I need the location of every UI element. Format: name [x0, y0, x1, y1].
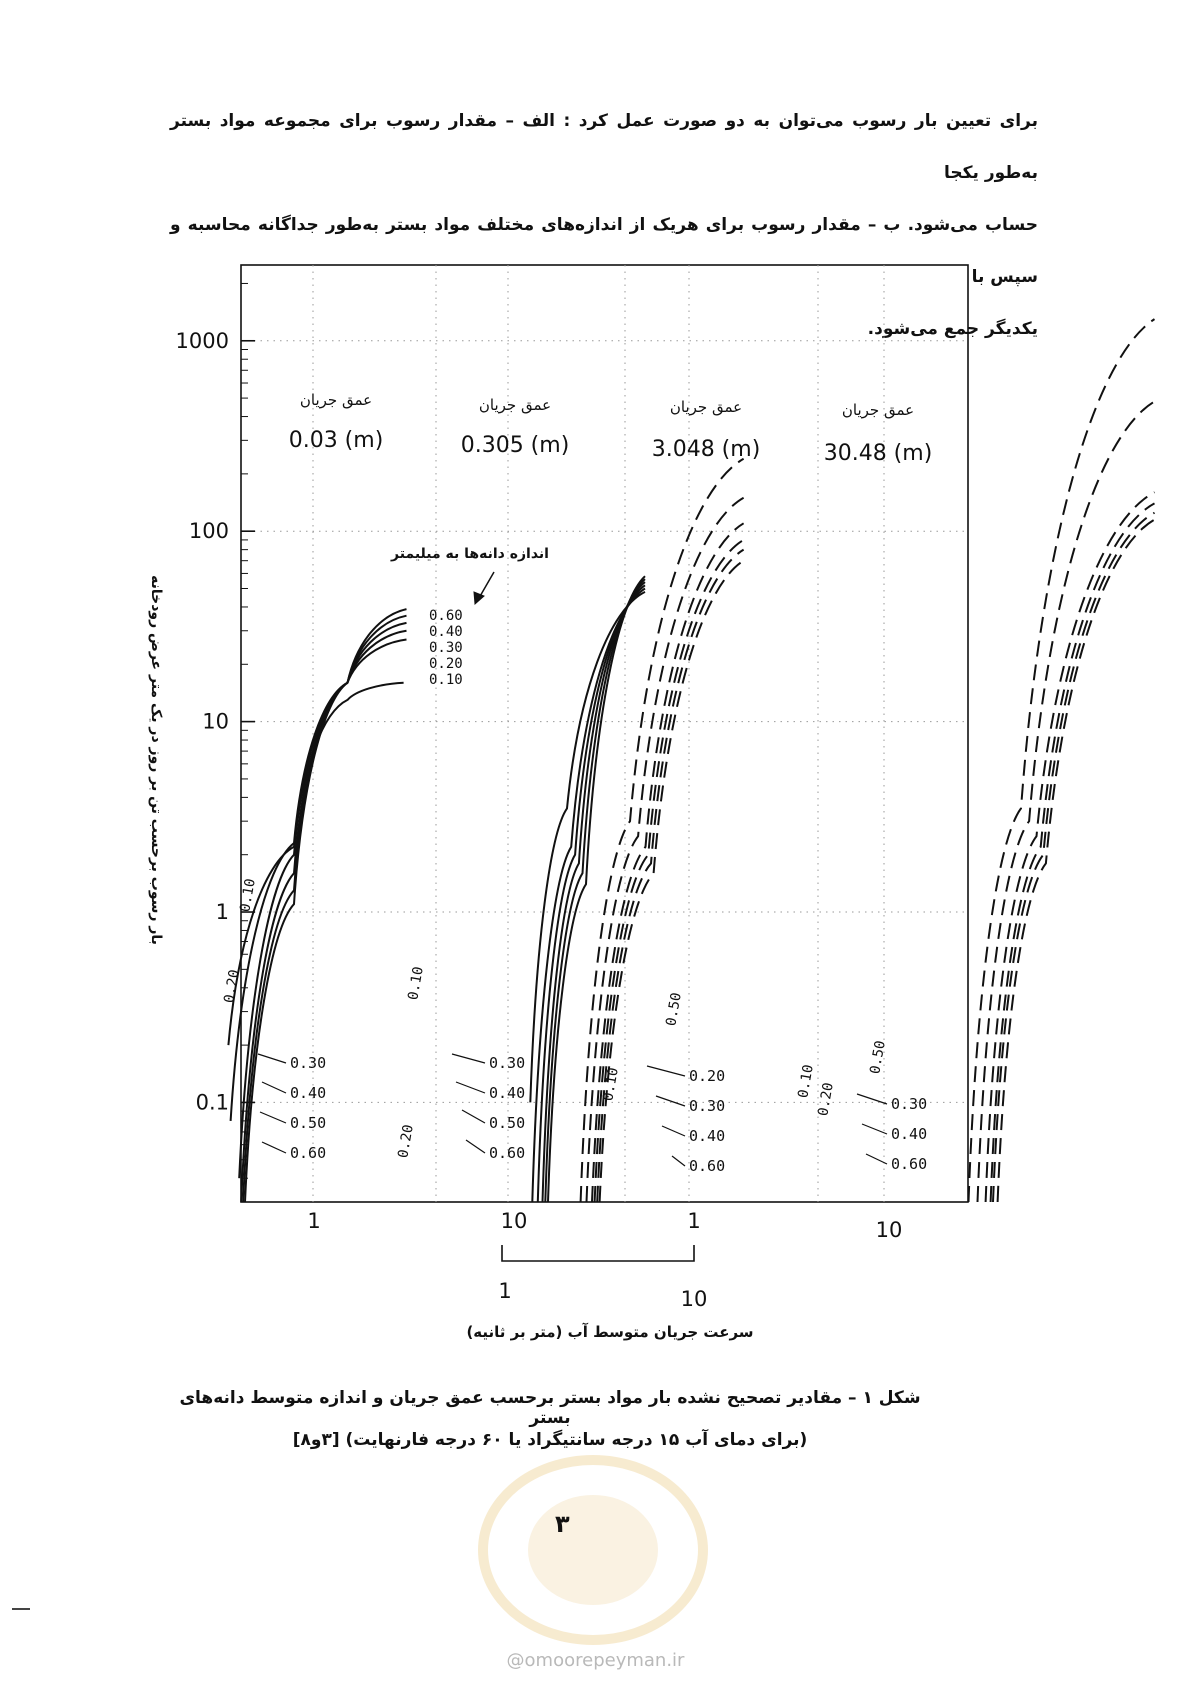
curve-label: 0.60	[891, 1155, 928, 1173]
y-tick-label: 1000	[175, 328, 229, 353]
x-tick-label: 1	[687, 1209, 701, 1233]
figure-caption-conditions: (برای دمای آب ۱۵ درجه سانتیگراد یا ۶۰ درجه فارنهایت) [۳و۸]	[292, 1430, 808, 1450]
y-tick-label: 1	[215, 900, 229, 925]
x-tick-label: 10	[875, 1218, 903, 1242]
curve-label-leader	[258, 1054, 286, 1063]
curve-label: 0.20	[815, 1081, 837, 1118]
curve-30.48m-0.30	[986, 492, 1155, 1202]
curve-label: 0.10	[237, 877, 259, 914]
x-scale-key-label: 10	[680, 1287, 708, 1311]
curve-label-leader	[672, 1156, 685, 1166]
curve-0.305m-0.50	[545, 579, 645, 1202]
paragraph-line: برای تعیین بار رسوب می‌توان به دو صورت عمل کرد : الف – مقدار رسوب برای مجموعه مواد بستر به‌طور یکجا	[170, 111, 1038, 183]
curve-label: 0.40	[489, 1084, 526, 1102]
y-axis-label: بار رسوب برحسب تن بر روز در یک متر عرض رودخانه	[148, 575, 164, 945]
curve-30.48m-0.50	[993, 513, 1155, 1202]
page-number: ۳	[555, 1510, 570, 1538]
curve-label: 0.10	[600, 1066, 622, 1103]
curve-label-leader	[456, 1082, 485, 1093]
curve-label: 0.10	[795, 1063, 817, 1100]
curve-label: 0.30	[489, 1054, 526, 1072]
depth-value: 0.305 (m)	[460, 433, 570, 458]
publisher-stamp-emblem	[528, 1495, 658, 1605]
curve-0.305m-0.60	[548, 576, 645, 1202]
curve-label: 0.10	[429, 672, 463, 688]
y-tick-label: 0.1	[195, 1090, 229, 1115]
curve-label: 0.30	[429, 640, 463, 656]
curve-label: 0.60	[429, 608, 463, 624]
curve-label-leader	[262, 1082, 286, 1093]
curve-label: 0.30	[689, 1097, 726, 1115]
x-tick-label: 1	[307, 1209, 321, 1233]
curve-label: 0.20	[221, 968, 243, 1005]
depth-value: 3.048 (m)	[651, 437, 761, 462]
curve-label: 0.30	[290, 1054, 327, 1072]
curve-label-leader	[862, 1124, 887, 1134]
paragraph-line: یکدیگر جمع می‌شود.	[867, 319, 1038, 339]
curve-label: 0.20	[689, 1067, 726, 1085]
y-tick-label: 10	[202, 709, 229, 734]
curve-label: 0.10	[405, 965, 427, 1002]
depth-value: 30.48 (m)	[823, 441, 933, 466]
x-tick-label: 10	[500, 1209, 528, 1233]
paragraph-line: حساب می‌شود. ب – مقدار رسوب برای هریک از اندازه‌های مختلف مواد بستر به‌طور جداگانه محاسبه و سپس با	[170, 215, 1038, 287]
curve-label: 0.30	[891, 1095, 928, 1113]
x-axis-label: سرعت جریان متوسط آب (متر بر ثانیه)	[466, 1323, 754, 1341]
curve-label: 0.60	[290, 1144, 327, 1162]
curve-label: 0.50	[489, 1114, 526, 1132]
curve-label-leader	[262, 1142, 286, 1153]
x-scale-key-label: 1	[498, 1279, 512, 1303]
curve-30.48m-0.10	[969, 319, 1155, 1202]
curve-label: 0.40	[429, 624, 463, 640]
depth-title: عمق جریان	[299, 391, 373, 409]
curve-label-leader	[452, 1054, 485, 1063]
curve-label-leader	[260, 1112, 286, 1123]
watermark-text: @omoorepeyman.ir	[506, 1650, 685, 1671]
figure-caption: شکل ۱ – مقادیر تصحیح نشده بار مواد بستر برحسب عمق جریان و اندازه متوسط دانه‌های بستر	[179, 1388, 921, 1428]
curve-label: 0.40	[891, 1125, 928, 1143]
curve-label-leader	[647, 1066, 685, 1076]
curve-label-leader	[462, 1110, 485, 1123]
grain-size-arrow	[479, 572, 494, 598]
depth-title: عمق جریان	[478, 396, 552, 414]
curve-label: 0.40	[290, 1084, 327, 1102]
grain-size-label: اندازه دانه‌ها به میلیمتر	[391, 546, 549, 562]
curve-label: 0.50	[867, 1039, 889, 1076]
curve-label: 0.60	[489, 1144, 526, 1162]
curve-label-leader	[656, 1096, 685, 1106]
curve-label: 0.20	[429, 656, 463, 672]
depth-title: عمق جریان	[669, 398, 743, 416]
curve-label: 0.40	[689, 1127, 726, 1145]
curve-label-leader	[466, 1140, 485, 1153]
curve-label: 0.60	[689, 1157, 726, 1175]
depth-title: عمق جریان	[841, 401, 915, 419]
curve-label-leader	[662, 1126, 685, 1136]
curve-label: 0.50	[290, 1114, 327, 1132]
y-tick-label: 100	[188, 519, 229, 544]
curve-label: 0.20	[395, 1123, 417, 1160]
x-scale-key-bracket	[502, 1245, 694, 1261]
grain-size-arrowhead	[474, 592, 484, 604]
depth-value: 0.03 (m)	[288, 428, 384, 453]
margin-mark	[12, 1608, 30, 1610]
curve-label: 0.50	[663, 991, 685, 1028]
